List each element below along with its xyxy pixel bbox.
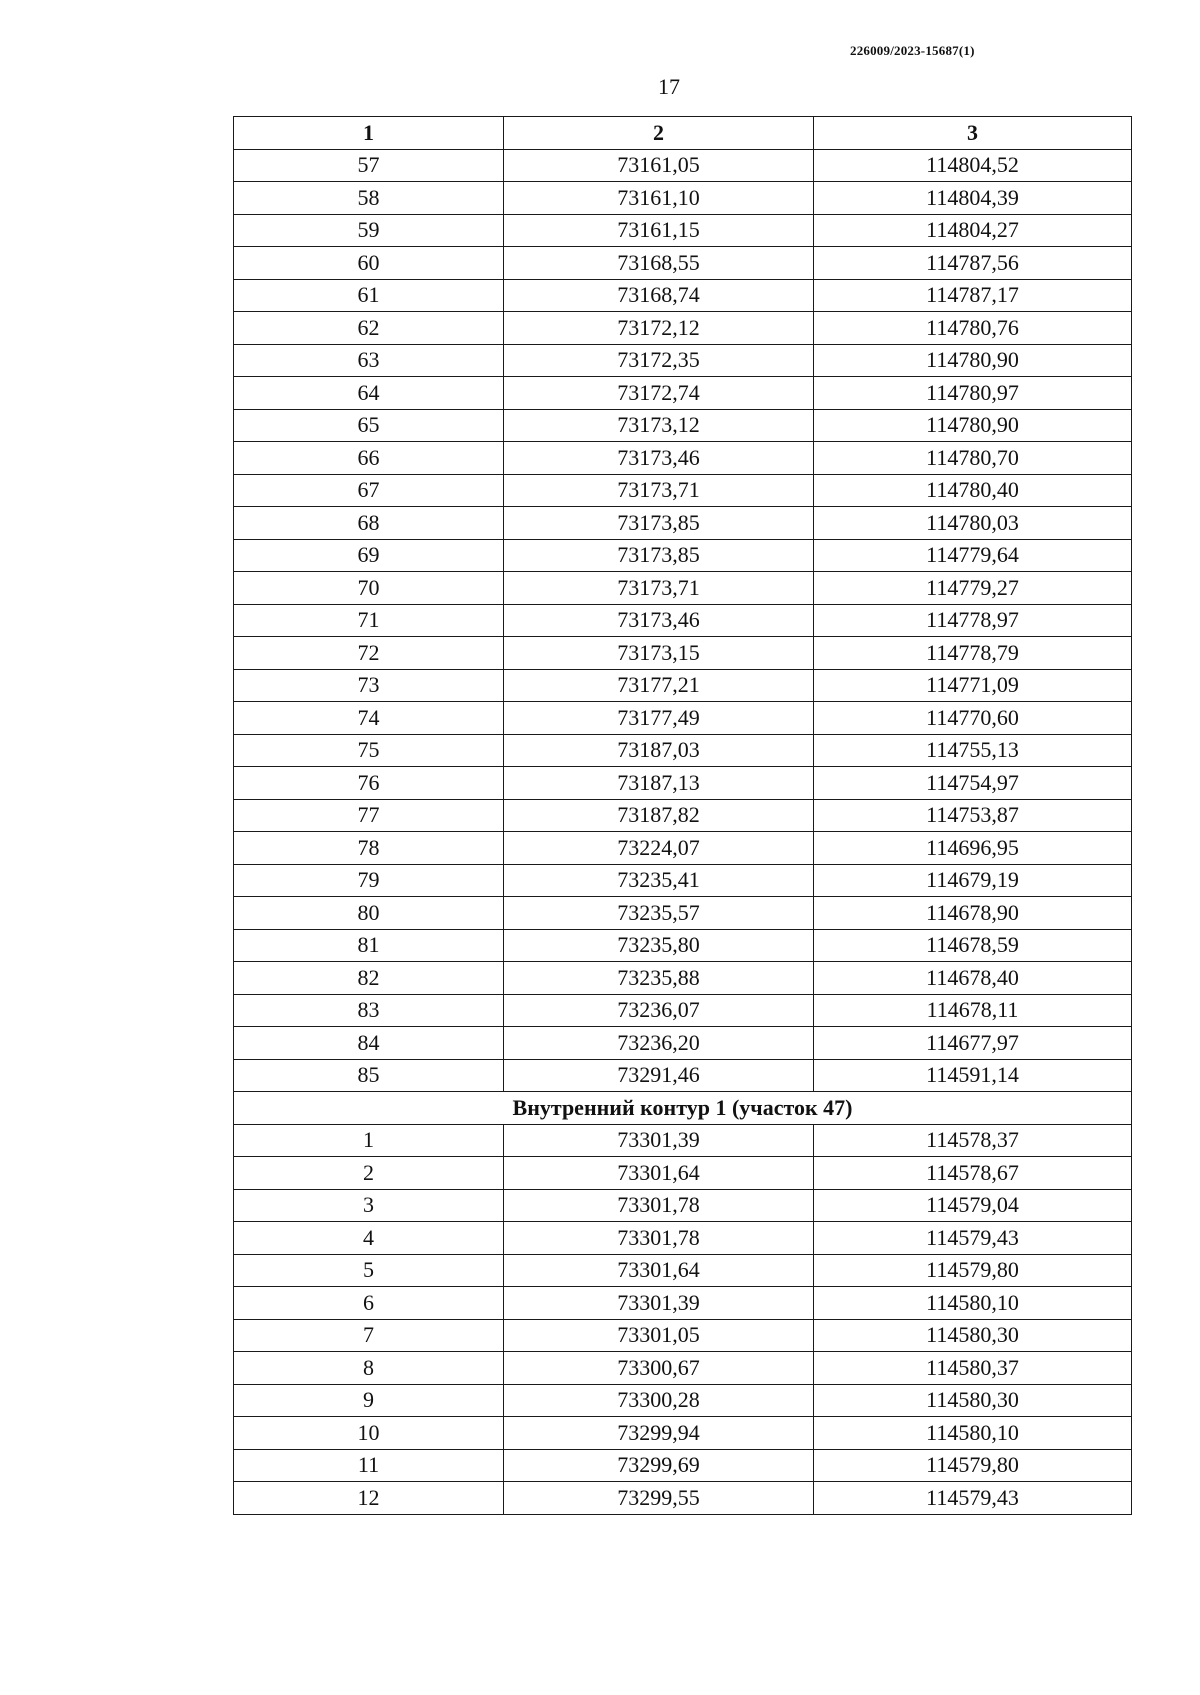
point-number-cell: 72 <box>234 637 504 670</box>
x-coordinate-cell: 73235,57 <box>504 897 814 930</box>
x-coordinate-cell: 73235,41 <box>504 864 814 897</box>
table-row <box>234 864 1132 897</box>
y-coordinate-cell: 114780,90 <box>814 409 1132 442</box>
point-number-cell: 8 <box>234 1352 504 1385</box>
point-number-cell: 65 <box>234 409 504 442</box>
y-coordinate-cell: 114804,39 <box>814 182 1132 215</box>
table-row <box>234 1254 1132 1287</box>
point-number-cell: 85 <box>234 1059 504 1092</box>
y-coordinate-cell: 114755,13 <box>814 734 1132 767</box>
point-number-cell: 75 <box>234 734 504 767</box>
point-number-cell: 71 <box>234 604 504 637</box>
x-coordinate-cell: 73187,82 <box>504 799 814 832</box>
x-coordinate-cell: 73301,05 <box>504 1319 814 1352</box>
x-coordinate-cell: 73236,20 <box>504 1027 814 1060</box>
point-number-cell: 83 <box>234 994 504 1027</box>
y-coordinate-cell: 114779,27 <box>814 572 1132 605</box>
x-coordinate-cell: 73168,74 <box>504 279 814 312</box>
point-number-cell: 60 <box>234 247 504 280</box>
table-row <box>234 312 1132 345</box>
point-number-cell: 59 <box>234 214 504 247</box>
table-row <box>234 344 1132 377</box>
x-coordinate-cell: 73173,46 <box>504 604 814 637</box>
point-number-cell: 73 <box>234 669 504 702</box>
y-coordinate-cell: 114678,11 <box>814 994 1132 1027</box>
y-coordinate-cell: 114778,97 <box>814 604 1132 637</box>
document-id: 226009/2023-15687(1) <box>850 43 975 58</box>
table-row <box>234 1027 1132 1060</box>
point-number-cell: 4 <box>234 1222 504 1255</box>
y-coordinate-cell: 114780,40 <box>814 474 1132 507</box>
point-number-cell: 3 <box>234 1189 504 1222</box>
y-coordinate-cell: 114678,90 <box>814 897 1132 930</box>
table-row <box>234 962 1132 995</box>
x-coordinate-cell: 73173,46 <box>504 442 814 475</box>
y-coordinate-cell: 114591,14 <box>814 1059 1132 1092</box>
y-coordinate-cell: 114678,40 <box>814 962 1132 995</box>
point-number-cell: 7 <box>234 1319 504 1352</box>
x-coordinate-cell: 73301,39 <box>504 1287 814 1320</box>
section-title: Внутренний контур 1 (участок 47) <box>234 1092 1132 1125</box>
table-row <box>234 1189 1132 1222</box>
y-coordinate-cell: 114754,97 <box>814 767 1132 800</box>
table-row <box>234 669 1132 702</box>
x-coordinate-cell: 73236,07 <box>504 994 814 1027</box>
y-coordinate-cell: 114580,37 <box>814 1352 1132 1385</box>
table-row <box>234 214 1132 247</box>
x-coordinate-cell: 73301,39 <box>504 1124 814 1157</box>
y-coordinate-cell: 114804,52 <box>814 149 1132 182</box>
y-coordinate-cell: 114678,59 <box>814 929 1132 962</box>
table-row <box>234 1059 1132 1092</box>
x-coordinate-cell: 73300,28 <box>504 1384 814 1417</box>
header-cell-y: 3 <box>814 117 1132 150</box>
x-coordinate-cell: 73299,69 <box>504 1449 814 1482</box>
point-number-cell: 62 <box>234 312 504 345</box>
table-row <box>234 994 1132 1027</box>
point-number-cell: 79 <box>234 864 504 897</box>
y-coordinate-cell: 114780,90 <box>814 344 1132 377</box>
point-number-cell: 84 <box>234 1027 504 1060</box>
x-coordinate-cell: 73187,03 <box>504 734 814 767</box>
table-body-outer-contour <box>234 149 1132 1092</box>
table-row <box>234 637 1132 670</box>
y-coordinate-cell: 114579,80 <box>814 1254 1132 1287</box>
y-coordinate-cell: 114580,10 <box>814 1417 1132 1450</box>
table-row <box>234 1124 1132 1157</box>
y-coordinate-cell: 114580,30 <box>814 1384 1132 1417</box>
y-coordinate-cell: 114771,09 <box>814 669 1132 702</box>
table-row <box>234 572 1132 605</box>
table-row <box>234 474 1132 507</box>
x-coordinate-cell: 73172,35 <box>504 344 814 377</box>
point-number-cell: 70 <box>234 572 504 605</box>
table-row <box>234 832 1132 865</box>
x-coordinate-cell: 73173,71 <box>504 474 814 507</box>
x-coordinate-cell: 73172,12 <box>504 312 814 345</box>
x-coordinate-cell: 73177,21 <box>504 669 814 702</box>
table-row <box>234 1417 1132 1450</box>
table-row <box>234 604 1132 637</box>
table-row <box>234 279 1132 312</box>
point-number-cell: 80 <box>234 897 504 930</box>
table-row <box>234 734 1132 767</box>
x-coordinate-cell: 73187,13 <box>504 767 814 800</box>
y-coordinate-cell: 114580,10 <box>814 1287 1132 1320</box>
point-number-cell: 10 <box>234 1417 504 1450</box>
point-number-cell: 64 <box>234 377 504 410</box>
x-coordinate-cell: 73173,85 <box>504 539 814 572</box>
table-row <box>234 377 1132 410</box>
coordinates-table <box>233 116 1132 1515</box>
point-number-cell: 82 <box>234 962 504 995</box>
table-row <box>234 507 1132 540</box>
x-coordinate-cell: 73161,15 <box>504 214 814 247</box>
point-number-cell: 1 <box>234 1124 504 1157</box>
y-coordinate-cell: 114753,87 <box>814 799 1132 832</box>
table-row <box>234 1319 1132 1352</box>
x-coordinate-cell: 73301,78 <box>504 1189 814 1222</box>
point-number-cell: 68 <box>234 507 504 540</box>
point-number-cell: 81 <box>234 929 504 962</box>
point-number-cell: 2 <box>234 1157 504 1190</box>
y-coordinate-cell: 114804,27 <box>814 214 1132 247</box>
y-coordinate-cell: 114778,79 <box>814 637 1132 670</box>
x-coordinate-cell: 73172,74 <box>504 377 814 410</box>
table-row <box>234 149 1132 182</box>
x-coordinate-cell: 73161,05 <box>504 149 814 182</box>
point-number-cell: 69 <box>234 539 504 572</box>
x-coordinate-cell: 73235,80 <box>504 929 814 962</box>
header-cell-x: 2 <box>504 117 814 150</box>
x-coordinate-cell: 73173,12 <box>504 409 814 442</box>
y-coordinate-cell: 114780,70 <box>814 442 1132 475</box>
point-number-cell: 78 <box>234 832 504 865</box>
point-number-cell: 9 <box>234 1384 504 1417</box>
y-coordinate-cell: 114578,67 <box>814 1157 1132 1190</box>
y-coordinate-cell: 114780,03 <box>814 507 1132 540</box>
table-body-inner-contour <box>234 1124 1132 1514</box>
point-number-cell: 57 <box>234 149 504 182</box>
x-coordinate-cell: 73173,71 <box>504 572 814 605</box>
point-number-cell: 11 <box>234 1449 504 1482</box>
table-row <box>234 1482 1132 1515</box>
point-number-cell: 77 <box>234 799 504 832</box>
y-coordinate-cell: 114780,97 <box>814 377 1132 410</box>
table-header-row <box>234 117 1132 150</box>
header-cell-point-number: 1 <box>234 117 504 150</box>
y-coordinate-cell: 114696,95 <box>814 832 1132 865</box>
y-coordinate-cell: 114579,43 <box>814 1222 1132 1255</box>
point-number-cell: 74 <box>234 702 504 735</box>
table-row <box>234 247 1132 280</box>
y-coordinate-cell: 114770,60 <box>814 702 1132 735</box>
x-coordinate-cell: 73299,55 <box>504 1482 814 1515</box>
table-row <box>234 1449 1132 1482</box>
point-number-cell: 67 <box>234 474 504 507</box>
x-coordinate-cell: 73173,15 <box>504 637 814 670</box>
x-coordinate-cell: 73177,49 <box>504 702 814 735</box>
x-coordinate-cell: 73161,10 <box>504 182 814 215</box>
page-number: 17 <box>658 74 680 99</box>
x-coordinate-cell: 73301,78 <box>504 1222 814 1255</box>
table-row <box>234 1222 1132 1255</box>
x-coordinate-cell: 73300,67 <box>504 1352 814 1385</box>
table-row <box>234 799 1132 832</box>
y-coordinate-cell: 114780,76 <box>814 312 1132 345</box>
x-coordinate-cell: 73173,85 <box>504 507 814 540</box>
x-coordinate-cell: 73299,94 <box>504 1417 814 1450</box>
table-row <box>234 1384 1132 1417</box>
point-number-cell: 6 <box>234 1287 504 1320</box>
x-coordinate-cell: 73235,88 <box>504 962 814 995</box>
table-row <box>234 767 1132 800</box>
y-coordinate-cell: 114787,17 <box>814 279 1132 312</box>
table-row <box>234 897 1132 930</box>
point-number-cell: 61 <box>234 279 504 312</box>
x-coordinate-cell: 73168,55 <box>504 247 814 280</box>
x-coordinate-cell: 73301,64 <box>504 1157 814 1190</box>
y-coordinate-cell: 114579,43 <box>814 1482 1132 1515</box>
y-coordinate-cell: 114580,30 <box>814 1319 1132 1352</box>
x-coordinate-cell: 73224,07 <box>504 832 814 865</box>
y-coordinate-cell: 114579,80 <box>814 1449 1132 1482</box>
table-row <box>234 1352 1132 1385</box>
point-number-cell: 12 <box>234 1482 504 1515</box>
y-coordinate-cell: 114787,56 <box>814 247 1132 280</box>
table-row <box>234 929 1132 962</box>
y-coordinate-cell: 114677,97 <box>814 1027 1132 1060</box>
x-coordinate-cell: 73301,64 <box>504 1254 814 1287</box>
y-coordinate-cell: 114779,64 <box>814 539 1132 572</box>
y-coordinate-cell: 114579,04 <box>814 1189 1132 1222</box>
x-coordinate-cell: 73291,46 <box>504 1059 814 1092</box>
table-row <box>234 702 1132 735</box>
y-coordinate-cell: 114679,19 <box>814 864 1132 897</box>
table-row <box>234 539 1132 572</box>
y-coordinate-cell: 114578,37 <box>814 1124 1132 1157</box>
point-number-cell: 76 <box>234 767 504 800</box>
table-row <box>234 182 1132 215</box>
point-number-cell: 58 <box>234 182 504 215</box>
table-row <box>234 409 1132 442</box>
table-row <box>234 1287 1132 1320</box>
point-number-cell: 63 <box>234 344 504 377</box>
point-number-cell: 66 <box>234 442 504 475</box>
table-row <box>234 442 1132 475</box>
point-number-cell: 5 <box>234 1254 504 1287</box>
table-row <box>234 1157 1132 1190</box>
section-header-row <box>234 1092 1132 1125</box>
